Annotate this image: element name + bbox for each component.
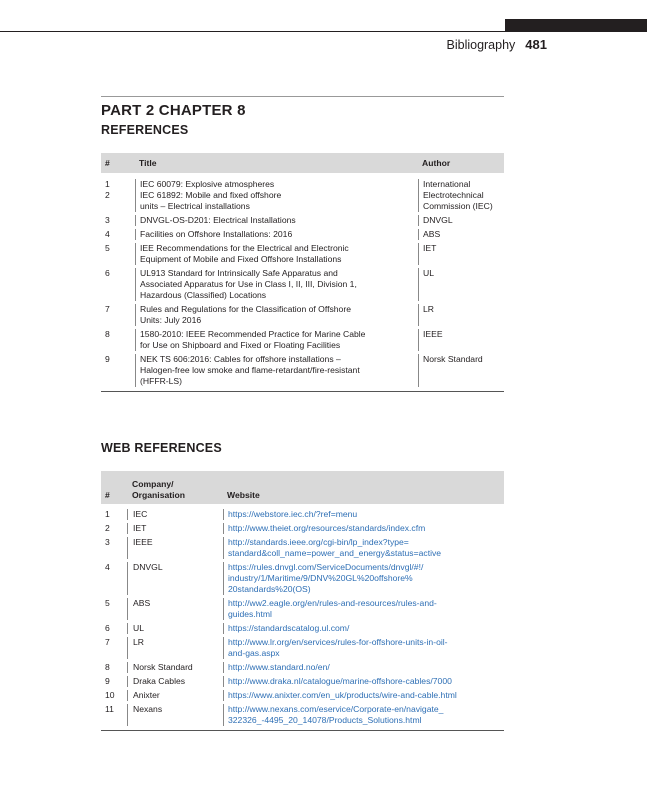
ref-author: DNVGL [418,215,504,226]
references-heading: REFERENCES [101,123,189,137]
part-title: PART 2 CHAPTER 8 [101,102,246,119]
ref-number: 3 [105,215,110,225]
ref-author: IET [418,243,504,265]
table-row [101,662,504,676]
web-ref-link[interactable]: https://webstore.iec.ch/?ref=menu [223,509,504,520]
web-ref-organisation: IET [127,523,223,534]
table-row [101,598,504,623]
web-ref-number: 2 [105,523,110,533]
top-bar [505,19,647,31]
ref-number: 8 [105,329,110,339]
ref-author: LR [418,304,504,326]
table-row [101,215,504,229]
web-ref-organisation: IEEE [127,537,223,559]
web-ref-organisation: DNVGL [127,562,223,595]
section-rule [101,96,504,97]
web-ref-organisation: IEC [127,509,223,520]
table-row [101,268,504,304]
references-body [101,173,504,391]
web-ref-organisation: Nexans [127,704,223,726]
web-references-heading: WEB REFERENCES [101,441,222,455]
table-row [101,229,504,243]
ref-author: IEEE [418,329,504,351]
table-row [101,523,504,537]
ref-number: 4 [105,229,110,239]
top-rule [0,31,647,32]
web-ref-organisation: Anixter [127,690,223,701]
ref-title: Rules and Regulations for the Classification of Offshore Units: July 2016 [135,304,418,326]
table-row [101,690,504,704]
ref-number: 5 [105,243,110,253]
ref-title: 1580-2010: IEEE Recommended Practice for Marine Cable for Use on Shipboard and Fixed or Floating Facilities [135,329,418,351]
table-row [101,179,504,215]
running-title: Bibliography [446,38,516,52]
ref-author: International Electrotechnical Commission (IEC) [418,179,504,212]
col-title-header: Title [139,157,157,168]
table-row [101,304,504,329]
web-ref-link[interactable]: https://standardscatalog.ul.com/ [223,623,504,634]
web-references-table [101,471,504,731]
web-ref-number: 7 [105,637,110,647]
col-author-header: Author [422,157,451,168]
web-ref-number: 4 [105,562,110,572]
web-ref-number: 9 [105,676,110,686]
web-header-row [101,471,504,504]
web-ref-number: 8 [105,662,110,672]
table-row [101,623,504,637]
table-row [101,704,504,730]
ref-title: DNVGL-OS-D201: Electrical Installations [135,215,418,226]
ref-number: 9 [105,354,110,364]
table-row [101,676,504,690]
web-ref-organisation: UL [127,623,223,634]
web-ref-organisation: ABS [127,598,223,620]
ref-title: Facilities on Offshore Installations: 2016 [135,229,418,240]
ref-title: NEK TS 606:2016: Cables for offshore installations – Halogen-free low smoke and flame-retardant/fire-resistant (HFFR-LS) [135,354,418,387]
web-ref-organisation: Norsk Standard [127,662,223,673]
ref-title: IEE Recommendations for the Electrical and Electronic Equipment of Mobile and Fixed Offshore Installations [135,243,418,265]
ref-author: ABS [418,229,504,240]
web-ref-link[interactable]: http://www.theiet.org/resources/standards/index.cfm [223,523,504,534]
web-ref-link[interactable]: http://www.draka.nl/catalogue/marine-offshore-cables/7000 [223,676,504,687]
ref-author: UL [418,268,504,301]
table-row [101,637,504,662]
web-ref-number: 3 [105,537,110,547]
running-header [447,37,548,52]
web-ref-organisation: LR [127,637,223,659]
web-ref-link[interactable]: http://www.standard.no/en/ [223,662,504,673]
table-row [101,509,504,523]
table-row [101,537,504,562]
col-website-header: Website [227,490,260,500]
web-ref-link[interactable]: http://ww2.eagle.org/en/rules-and-resources/rules-and- guides.html [223,598,504,620]
references-header-row [101,153,504,173]
web-references-body [101,504,504,730]
col-num-header: # [105,490,110,500]
table-row [101,329,504,354]
web-ref-link[interactable]: http://standards.ieee.org/cgi-bin/lp_index?type= standard&coll_name=power_and_energy&status=active [223,537,504,559]
web-ref-number: 1 [105,509,110,519]
web-ref-link[interactable]: https://rules.dnvgl.com/ServiceDocuments/dnvgl/#!/ industry/1/Maritime/9/DNV%20GL%20offshore% 20standards%20(OS) [223,562,504,595]
col-org-header: Company/ Organisation [132,479,186,500]
page-number: 481 [525,37,547,52]
web-ref-number: 10 [105,690,115,700]
col-num-header: # [105,157,110,168]
references-table [101,153,504,392]
ref-number: 7 [105,304,110,314]
web-ref-link[interactable]: https://www.anixter.com/en_uk/products/wire-and-cable.html [223,690,504,701]
web-ref-link[interactable]: http://www.nexans.com/eservice/Corporate-en/navigate_ 322326_-4495_20_14078/Products_Solutions.html [223,704,504,726]
table-row [101,562,504,598]
ref-title: IEC 60079: Explosive atmospheres IEC 61892: Mobile and fixed offshore units – Electrical installations [135,179,418,212]
ref-number: 6 [105,268,110,278]
web-ref-number: 5 [105,598,110,608]
web-ref-number: 6 [105,623,110,633]
ref-number: 1 2 [105,179,110,200]
ref-title: UL913 Standard for Intrinsically Safe Apparatus and Associated Apparatus for Use in Class I, II, III, Division 1, Hazardous (Classified) Locations [135,268,418,301]
table-row [101,354,504,391]
web-ref-number: 11 [105,704,114,714]
web-ref-link[interactable]: http://www.lr.org/en/services/rules-for-offshore-units-in-oil- and-gas.aspx [223,637,504,659]
table-row [101,243,504,268]
ref-author: Norsk Standard [418,354,504,387]
web-ref-organisation: Draka Cables [127,676,223,687]
